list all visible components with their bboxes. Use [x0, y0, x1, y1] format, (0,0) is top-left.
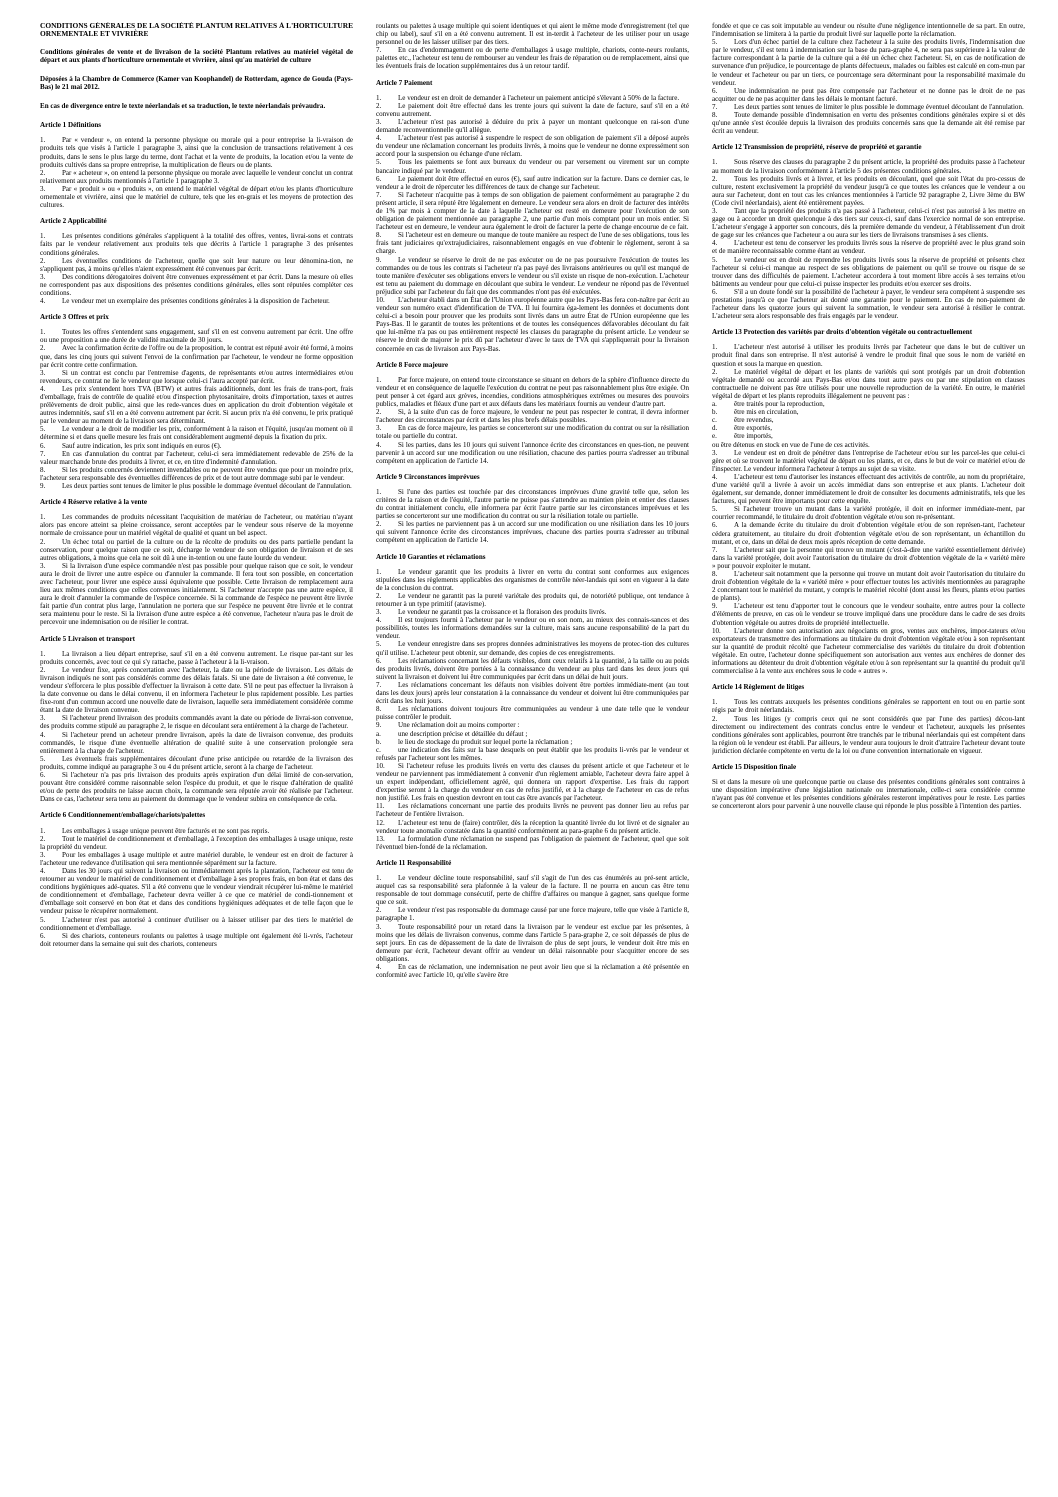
clause-paragraph: 2. Le paiement doit être effectué dans les trente jours qui suivent la date de facture, sauf s'il en a été convenu autrement. [376, 101, 689, 118]
clause-paragraph: 1. Sous réserve des clauses du paragraphe 2 du présent article, la propriété des produits passe à l'acheteur au moment de la livraison conformément à l'article 5 des présentes conditions générales. [712, 158, 1025, 175]
clause-paragraph: 11. Les réclamations concernant une partie des produits livrés ne peuvent pas donner lieu au refus par l'acheteur de l'entière livraison. [376, 802, 689, 819]
clause-paragraph: 9. Le vendeur se réserve le droit de ne pas exécuter ou de ne pas poursuivre l'exécution de toutes les commandes ou de tous les contrats si l'acheteur n'a pas payé des livraisons antérieures ou qu'il est manqué de toute manière d'exécuter ses obligations envers le vendeur ou s'il existe un risque de non-exécution. L'acheteur est tenu au paiement du dommage en découlant que subira le vendeur. Le vendeur ne répond pas de l'éventuel préjudice subi par l'acheteur du fait que des commandes n'ont pas été exécutées. [376, 255, 689, 296]
column-middle-body [376, 22, 689, 979]
clause-number: 5. [376, 158, 382, 167]
clause-paragraph: 3. Tant que la propriété des produits n'a pas passé à l'acheteur, celui-ci n'est pas autorisé à les mettre en gage ou à accorder un droit quelconque à des tiers sur ceux-ci, sauf dans l'exercice normal de son entreprise. L'acheteur s'engage à apporter son concours, dès la première demande du vendeur, à l'établissement d'un droit de gage sur les créances que l'acheteur a ou aura sur les tiers de livraisons transmises à ses clients. [712, 206, 1025, 240]
clause-number: 2. [376, 906, 382, 915]
clause-number: 1. [712, 698, 718, 707]
clause-paragraph: 2. Le vendeur fixe, après concertation avec l'acheteur, la date ou la période de livraison. Les délais de livraison indiqués ne sont pas considérés comme des délais fatals. Si une date de livraison a été convenue, le vendeur s'efforcera le plus possible d'effectuer la livraison à cette date. S'il ne peut pas effectuer la livraison à la date convenue ou dans le délai convenu, il en informera l'acheteur le plus rapidement possible. Les parties fixe-ront d'un commun accord une nouvelle date de livraison, laquelle sera immédiatement considérée comme étant la date de livraison convenue. [40, 665, 353, 715]
clause-number: 4. [376, 134, 382, 143]
clause-paragraph: 5. Les éventuels frais supplémentaires découlant d'une prise anticipée ou retardée de la livraison des produits, comme indiqué au paragraphe 3 ou 4 du présent article, seront à la charge de l'acheteur. [40, 754, 353, 771]
clause-paragraph: 1. Toutes les offres s'entendent sans engagement, sauf s'il en est convenu autrement par écrit. Une offre ou une proposition a une durée de validité maximale de 30 jours. [40, 328, 353, 345]
article-heading: Article 2 Applicabilité [40, 217, 107, 226]
clause-number: 6. [712, 86, 718, 95]
clause-number: c. [376, 745, 381, 754]
clause-number: 4. [40, 866, 46, 875]
clause-paragraph: 5. L'acheteur n'est pas autorisé à continuer d'utiliser ou à laisser utiliser par des tiers le matériel de conditionnement et d'emballage. [40, 915, 353, 932]
clause-paragraph: 2. Par « acheteur », on entend la personne physique ou morale avec laquelle le vendeur conclut un contrat relativement aux produits mentionnés à l'article 1 paragraphe 3. [40, 168, 353, 185]
clause-paragraph: 3. L'acheteur n'est pas autorisé à déduire du prix à payer un montant quelconque en rai-son d'une demande reconventionnelle qu'il allègue. [376, 117, 689, 135]
clause-paragraph: 1. Le vendeur est en droit de demander à l'acheteur un paiement anticipé s'élevant à 50% de la facture. [376, 93, 680, 102]
clause-number: 1. [40, 649, 46, 658]
clause-paragraph: 2. Si les parties ne parviennent pas à un accord sur une modification ou une résiliation dans les 10 jours qui suivent l'annonce écrite des circonstances imprévues, chacune des parties pourra s'adresser au tribunal compétent en application de l'article 14. [376, 520, 689, 545]
clause-number: 12. [376, 818, 385, 827]
clause-number: 1. [376, 375, 382, 384]
clause-paragraph: 2. Tous les produits livrés et à livrer, et les produits en découlant, quel que soit l'état du pro-cessus de culture, restent exclusivement la propriété du vendeur jusqu'à ce que toutes les créances que le vendeur a ou aura sur l'acheteur, dont en tout cas les créances mentionnées à l'article 92 paragraphe 2, Livre 3ème du BW (Code civil néerlandais), aient été entièrement payées. [712, 174, 1025, 207]
clause-paragraph: 9. Les deux parties sont tenues de limiter le plus possible le dommage éventuel découlant de l'annulation. [40, 482, 352, 491]
clause-paragraph: 4. Les prix s'entendent hors TVA (BTW) et autres frais additionnels, dont les frais de trans-port, frais d'emballage, frais de contrôle de qualité et/ou d'inspection phytosanitaire, droits d'importation, taxes et autres prélèvements de droit public, ainsi que les rede-vances dues en application du droit d'obtention végétale et autres indemnités, sauf s'il en a été convenu autrement par écrit. Si aucun prix n'a été convenu, le prix pratiqué par le vendeur au moment de la livraison sera déterminant. [40, 384, 353, 426]
clause-number: 6. [40, 931, 46, 940]
clause-number: 7. [712, 102, 718, 111]
clause-number: 2. [40, 256, 46, 265]
clause-number: 6. [40, 441, 46, 450]
clause-number: 8. [376, 705, 382, 714]
clause-paragraph: 8. Si l'acheteur est en demeure ou manque de toute manière au respect de l'une de ses obligations, tous les frais tant judiciaires qu'extrajudiciaires, raisonnablement engagés en vue d'obtenir le règlement, seront à sa charge. [376, 231, 689, 256]
clause-number: 2. [376, 101, 382, 110]
clause-number: 4. [40, 384, 46, 393]
clause-paragraph: 6. Sauf autre indication, les prix sont indiqués en euros (€). [40, 441, 222, 450]
clause-paragraph: 2. Le vendeur n'est pas responsable du dommage causé par une force majeure, telle que visée à l'article 8, paragraphe 1. [376, 906, 689, 923]
clause-paragraph: 2. Si, à la suite d'un cas de force majeure, le vendeur ne peut pas respecter le contrat, il devra informer l'acheteur des circonstances par écrit et dans les plus brefs délais possibles. [376, 408, 689, 425]
clause-paragraph: b. le lieu de stockage du produit sur lequel porte la réclamation ; [376, 737, 573, 746]
clause-paragraph: ou être détenus en stock en vue de l'une de ces activités. [712, 440, 870, 449]
clause-paragraph: 6. Les réclamations concernant les défauts visibles, dont ceux relatifs à la quantité, à la taille ou au poids des produits livrés, doivent être portées à la connaissance du vendeur au plus tard dans les deux jours qui suivent la livraison et doivent lui être communiquées par écrit dans un délai de huit jours. [376, 656, 689, 681]
clause-number: 6. [40, 771, 46, 780]
clause-number: 4. [712, 239, 718, 248]
clause-number: 3. [376, 424, 382, 433]
column-right-body [712, 22, 1025, 810]
clause-paragraph: 3. Si un contrat est conclu par l'entremise d'agents, de représentants et/ou autres intermédiaires et/ou revendeurs, ce contrat ne lie le vendeur que lorsque celui-ci l'aura accepté par écrit. [40, 368, 353, 385]
clause-number: c. [712, 416, 717, 425]
clause-number: 7. [376, 46, 382, 55]
clause-paragraph: 2. Le vendeur ne garantit pas la pureté variétale des produits qui, de notoriété publique, ont tendance à retourner à un type primitif (atavisme). [376, 591, 689, 608]
clause-number: 2. [40, 168, 46, 177]
clause-paragraph: 1. Les commandes de produits nécessitant l'acquisition de matériau de l'acheteur, ou matériau n'ayant alors pas encore atteint sa pleine croissance, seront acceptées par le vendeur sous réserve de la moyenne normale de croissance pour un matériel végétal de qualité et quant un bel aspect. [40, 513, 353, 538]
article-heading: Article 3 Offres et prix [40, 313, 109, 322]
column-right [712, 22, 1025, 1487]
clause-number: 4. [376, 963, 382, 972]
clause-number: 2. [40, 665, 46, 674]
clause-number: 1. [40, 136, 46, 145]
clause-paragraph: roulants ou palettes à usage multiple qui soient identiques et qui aient le même mode d'enregistrement (tel que chip ou label), sauf s'il en a été convenu autrement. Il est in-terdit à l'acheteur de les utiliser pour un usage personnel ou de les laisser utiliser par des tiers. [376, 22, 689, 47]
clause-paragraph: 3. Si l'acheteur prend livraison des produits commandés avant la date ou période de livrai-son convenue, des produits comme stipulé au paragraphe 2, le risque en découlant sera entièrement à la charge de l'acheteur. [40, 714, 353, 731]
clause-number: 3. [712, 206, 718, 215]
clause-number: 8. [40, 465, 46, 474]
clause-paragraph: 7. En cas d'annulation du contrat par l'acheteur, celui-ci sera immédiatement redevable de 25% de la valeur marchande brute des produits à livrer, et ce, en titre d'indemnité d'annulation. [40, 449, 353, 466]
clause-paragraph: 4. Si l'acheteur prend un acheteur prendre livraison, après la date de livraison convenue, des produits commandés, le risque d'une éventuelle altération de qualité suite à une conservation prolongée sera entièrement à la charge de l'acheteur. [40, 730, 353, 755]
clause-paragraph: 5. Si l'acheteur trouve un mutant dans la variété protégée, il doit en informer immédiate-ment, par courrier recommandé, le titulaire du droit d'obtention végétale et/ou son re-présentant. [712, 505, 1025, 522]
clause-number: 7. [376, 680, 382, 689]
clause-number: 2. [40, 834, 46, 843]
clause-number: b. [712, 408, 718, 417]
clause-paragraph: 3. Le vendeur est en droit de pénétrer dans l'entreprise de l'acheteur et/ou sur les parcel-les que celui-ci gère et où se trouvent le matériel végétal de départ ou les plants, et ce, dans le but de voir ce matériel et/ou de l'inspecter. Le vendeur informera l'acheteur à temps au sujet de sa visite. [712, 448, 1025, 473]
article-heading: Article 14 Règlement de litiges [712, 683, 805, 692]
clause-number: 6. [376, 174, 382, 183]
clause-paragraph: 1. La livraison a lieu départ entreprise, sauf s'il en a été convenu autrement. Le risque par-tant sur les produits concernés, avec tout ce qui s'y rattache, passe à l'acheteur à la li-vraison. [40, 649, 353, 666]
clause-number: 1. [376, 874, 382, 882]
clause-paragraph: a. une description précise et détaillée du défaut ; [376, 729, 528, 738]
clause-paragraph: 8. Toute demande possible d'indemnisation en vertu des présentes conditions générales expire si et dès qu'une année s'est écoulée depuis la livraison des produits concernés sans que la demande ait été remise par écrit au vendeur. [712, 111, 1025, 136]
clause-paragraph: 5. Le vendeur a le droit de modifier les prix, conformément à la raison et l'équité, jusqu'au moment où il détermine si et dans quelle mesure les frais ont considérablement augmenté depuis la fixation du prix. [40, 425, 353, 442]
clause-number: 1. [712, 343, 718, 352]
clause-number: 1. [40, 328, 46, 337]
clause-number: 5. [376, 640, 382, 649]
clause-paragraph: 6. Si l'acheteur n'a pas pris livraison des produits après expiration d'un délai limité de con-servation, pouvant être considéré comme raisonnable selon l'espèce du produit, et que le risque d'altération de qualité et/ou de perte des produits ne laisse aucun choix, la commande sera réputée avoir été réalisée par l'acheteur. Dans ce cas, l'acheteur sera tenu au paiement du dommage que le vendeur subira en conséquence de cela. [40, 771, 353, 804]
clause-paragraph: b. être mis en circulation, [712, 408, 799, 417]
clause-number: 3. [40, 272, 46, 281]
clause-number: b. [376, 737, 382, 746]
clause-number: 10. [376, 761, 385, 770]
clause-paragraph: 1. Le vendeur garantit que les produits à livrer en vertu du contrat sont conformes aux exigences stipulées dans les règlements applicables des organismes de contrôle néer-landais qui sont en vigueur à la date de la conclusion du contrat. [376, 567, 689, 592]
clause-paragraph: 4. En cas de réclamation, une indemnisation ne peut avoir lieu que si la réclamation a été présentée en conformité avec l'article 10, qu'elle s'avère être [376, 963, 689, 980]
clause-number: 7. [40, 449, 46, 458]
clause-paragraph: 2. Un échec total ou partiel de la culture ou de la récolte de produits ou des parts partielle pendant la conservation, pour quelque raison que ce soit, décharge le vendeur de son obligation de livraison et de ses autres obligations, à moins que cela ne soit dû à une in-tention ou une faute lourde du vendeur. [40, 537, 353, 562]
clause-paragraph: 3. Des conditions dérogatoires doivent être convenues expressément et par écrit. Dans la mesure où elles ne correspondent pas aux dispositions des présentes conditions générales, elles sont réputées compléter ces conditions. [40, 272, 353, 297]
clause-paragraph: 2. Tous les litiges (y compris ceux qui ne sont considérés que par l'une des parties) décou-lant directement ou indirectement des contrats conclus entre le vendeur et l'acheteur, auxquels les présentes conditions générales sont applicables, pourront être tranchés par le tribunal néerlandais qui est compétent dans la région où le vendeur est établi. Par ailleurs, le vendeur aura toujours le droit d'attraire l'acheteur devant toute juridiction déclarée compétente en vertu de la loi ou d'une convention internationale en vigueur. [712, 714, 1025, 755]
clause-paragraph: 3. En cas de force majeure, les parties se concerteront sur une modification du contrat ou sur la résiliation totale ou partielle du contrat. [376, 424, 689, 441]
clause-number: 3. [712, 448, 718, 457]
article-heading: Article 5 Livraison et transport [40, 634, 135, 643]
clause-number: 1. [376, 93, 382, 102]
clause-paragraph: 8. L'acheteur sait notamment que la personne qui trouve un mutant doit avoir l'autorisation du titulaire du droit d'obtention végétale de la « variété mère » pour effectuer toutes les activités mentionnées au paragraphe 2 concernant tout le matériel du mutant, y compris le matériel récolté (dont aussi les fleurs, plants et/ou parties de plants). [712, 570, 1025, 603]
clause-paragraph: 6. Si des chariots, conteneurs roulants ou palettes à usage multiple ont également été li-vrés, l'acheteur doit retourner dans la semaine qui suit des chariots, conteneurs [40, 931, 353, 948]
clause-number: 4. [712, 472, 718, 481]
clause-paragraph: 7. En cas d'endommagement ou de perte d'emballages à usage multiple, chariots, conte-neurs roulants, palettes etc., l'acheteur est tenu de rembourser au vendeur les frais de réparation ou de remplacement, ainsi que les éventuels frais de location supplémentaires dus à un retour tardif. [376, 46, 689, 71]
clause-number: 9. [376, 255, 382, 264]
clause-number: 1. [376, 567, 382, 576]
clause-number: 9. [40, 482, 46, 491]
column-left-body [40, 121, 353, 948]
clause-paragraph: 2. Les éventuelles conditions de l'acheteur, quelle que soit leur nature ou leur dénomina-tion, ne s'appliquent pas, à moins qu'elles n'aient expressément été convenues par écrit. [40, 256, 353, 273]
clause-paragraph: Si et dans la mesure où une quelconque partie ou clause des présentes conditions générales sont contraires à une disposition impérative d'une législation nationale ou internationale, celle-ci sera considérée comme n'ayant pas été convenue et les présentes conditions générales resteront impératives pour le reste. Les parties se concerteront alors pour parvenir à une nouvelle clause qui réponde le plus possible à l'intention des parties. [712, 778, 1025, 811]
clause-paragraph: 2. Tout le matériel de conditionnement et d'emballage, à l'exception des emballages à usage unique, reste la propriété du vendeur. [40, 834, 353, 851]
clause-number: 2. [376, 591, 382, 600]
clause-paragraph: 10. L'acheteur donne son autorisation aux négociants en gros, ventes aux enchères, impor-tateurs et/ou exportateurs de transmettre des informations au titulaire du droit d'obtention végétale et/ou à son représentant sur la quantité de produit récolté que l'acheteur commercialise des variétés du titulaire du droit d'obtention végétale. En outre, l'acheteur donne spécifiquement son autorisation aux ventes aux enchères de donner des informations au détenteur du droit d'obtention végétale et/ou à son représentant sur la quantité du produit qu'il commercialise à la vente aux enchères sous le code « autres ». [712, 626, 1025, 676]
clause-number: 1. [40, 232, 46, 241]
intro-deposit: Déposées à la Chambre de Commerce (Kamer van Koophandel) de Rotterdam, agence de Gouda (Pays-Bas) le 21 mai 2012. [40, 75, 353, 92]
clause-paragraph: 8. Les réclamations doivent toujours être communiquées au vendeur à une date telle que le vendeur puisse contrôler le produit. [376, 705, 689, 722]
clause-number: 10. [376, 296, 385, 304]
clause-paragraph: 10. Si l'acheteur refuse les produits livrés en vertu des clauses du présent article et que l'acheteur et le vendeur ne parviennent pas immédiatement à convenir d'un règlement amiable, l'acheteur devra faire appel à un expert indépendant, officiellement agréé, qui donnera un rapport d'expertise. Les frais du rapport d'expertise seront à la charge du vendeur en cas de refus justifié, et à la charge de l'acheteur en cas de refus non justifié. Les frais en question devront en tout cas être avancés par l'acheteur. [376, 761, 689, 803]
clause-paragraph: e. être importés, [712, 432, 773, 441]
clause-number: a. [376, 729, 381, 738]
clause-paragraph: 9. L'acheteur est tenu d'apporter tout le concours que le vendeur souhaite, entre autres pour la collecte d'éléments de preuve, en cas où le vendeur se trouve impliqué dans une procédure dans le cadre de ses droits d'obtention végétale ou autres droits de propriété intellectuelle. [712, 602, 1025, 627]
clause-number: 4. [376, 616, 382, 625]
clause-number: e. [712, 432, 717, 441]
article-heading: Article 13 Protection des variétés par droits d'obtention végétale ou contractuellement [712, 328, 973, 337]
clause-paragraph: 4. L'acheteur est tenu d'autoriser les instances effectuant des activités de contrôle, au nom du propriétaire, d'une variété qu'il a livrée à avoir un accès immédiat dans son entreprise et aux plants. L'acheteur doit également, sur demande, donner immédiatement le droit de consulter les documents administratifs, tels que les factures, qui peuvent être importants pour cette enquête. [712, 472, 1025, 506]
clause-number: 6. [712, 287, 718, 296]
clause-number: 5. [712, 505, 718, 514]
clause-paragraph: 4. Il est toujours fourni à l'acheteur par le vendeur ou en son nom, au mieux des connais-sances et des possibilités, toutes les informations demandées sur la culture, mais sans aucune responsabilité de la part du vendeur. [376, 616, 689, 641]
clause-paragraph: 5. Le vendeur est en droit de reprendre les produits livrés sous la réserve de propriété et présents chez l'acheteur si celui-ci manque au respect de ses obligations de paiement ou qu'il se trouve ou risque de se trouver dans des difficultés de paiement. L'acheteur accordera à tout moment libre accès à ses terrains et/ou bâtiments au vendeur pour que celui-ci puisse inspecter les produits et/ou exercer ses droits. [712, 255, 1025, 288]
clause-number: 2. [40, 537, 46, 546]
article-heading: Article 6 Conditionnement/emballage/chariots/palettes [40, 811, 206, 820]
clause-paragraph: 6. Une indemnisation ne peut pas être compensée par l'acheteur et ne donne pas le droit de ne pas acquitter ou de ne pas acquitter dans les délais le montant facturé. [712, 86, 1025, 103]
clause-number: 13. [376, 834, 385, 843]
clause-paragraph: c. une indication des faits sur la base desquels on peut établir que les produits li-vrés par le vendeur et refusés par l'acheteur sont les mêmes. [376, 745, 689, 762]
clause-paragraph: 8. Si les produits concernés deviennent invendables ou ne peuvent être vendus que pour un moindre prix, l'acheteur sera responsable des éventuelles différences de prix et de tout autre dommage subi par le vendeur. [40, 465, 353, 482]
clause-number: d. [712, 424, 718, 433]
article-heading: Article 9 Circonstances imprévues [376, 472, 480, 481]
clause-paragraph: 6. A la demande écrite du titulaire du droit d'obtention végétale et/ou de son représen-tant, l'acheteur cédera gratuitement, au titulaire du droit d'obtention végétale et/ou de son représentant, un échantillon du mutant, et ce, dans un délai de deux mois après réception de cette demande. [712, 521, 1025, 546]
clause-paragraph: 1. Les présentes conditions générales s'appliquent à la totalité des offres, ventes, livrai-sons et contrats faits par le vendeur relativement aux produits tels que décrits à l'article 1 paragraphe 3 des présentes conditions générales. [40, 232, 353, 257]
clause-number: 3. [40, 561, 46, 570]
clause-paragraph: fondée et que ce cas soit imputable au vendeur ou résulte d'une négligence intentionnelle de sa part. En outre, l'indemnisation se limitera à la partie du produit livré sur laquelle porte la réclamation. [712, 22, 1025, 39]
clause-number: 8. [712, 570, 718, 578]
clause-paragraph: 9. Une réclamation doit au moins comporter : [376, 721, 520, 730]
clause-number: 6. [712, 521, 718, 530]
clause-paragraph: 7. L'acheteur sait que la personne qui trouve un mutant (c'est-à-dire une variété essentiellement dérivée) dans la variété protégée, doit avoir l'autorisation du titulaire du droit d'obtention végétale de la « variété mère » pour pouvoir exploiter le mutant. [712, 545, 1025, 570]
clause-paragraph: 2. Le matériel végétal de départ et les plants de variétés qui sont protégés par un droit d'obtention végétale demandé ou accordé aux Pays-Bas et/ou dans tout autre pays ou par une stipulation en clauses contractuelle ne doivent pas être utilisés pour une nouvelle reproduction de la variété. En outre, le matériel végétal de départ et les plants reproduits illégalement ne peuvent pas : [712, 367, 1025, 400]
clause-number: 2. [376, 408, 382, 417]
clause-number: 3. [40, 850, 46, 859]
clause-number: 5. [712, 38, 718, 47]
clause-paragraph: 3. Si la livraison d'une espèce commandée n'est pas possible pour quelque raison que ce soit, le vendeur aura le droit de livrer une autre espèce ou d'annuler la commande. Il fera tout son possible, en concertation avec l'acheteur, pour livrer une espèce aussi équivalente que possible. Cette livraison de remplacement aura lieu aux mêmes conditions que celles convenues initialement. Si l'acheteur n'accepte pas une autre espèce, il aura le droit d'annuler la commande de l'espèce concernée. Si la commande de l'espèce ne peuvent être livrée fait partie d'un contrat plus large, l'annulation ne portera que sur l'espèce ne peuvent être livrée et le contrat sera maintenu pour le reste. Si la livraison d'une autre espèce a été convenue, l'acheteur n'aura pas le droit de percevoir une indemnisation ou de résilier le contrat. [40, 561, 353, 627]
document-page [40, 22, 1025, 1487]
clause-paragraph: 4. Dans les 30 jours qui suivent la livraison ou immédiatement après la plantation, l'acheteur est tenu de retourner au vendeur le matériel de conditionnement et d'emballage à ses propres frais, en bon état et dans des conditions hygiéniques adé-quates. S'il a été convenu que le vendeur viendrait récupérer lui-même le matériel de conditionnement et d'emballage, l'acheteur devra veiller à ce que ce matériel de condi-tionnement et d'emballage soit conservé en bon état et dans des conditions hygiéniques adéquates et de telle façon que le vendeur puisse le récupérer normalement. [40, 866, 353, 916]
clause-paragraph: 1. L'acheteur n'est autorisé à utiliser les produits livrés par l'acheteur que dans le but de cultiver un produit final dans son entreprise. Il n'est autorisé à vendre le produit final que sous le nom de variété en question et sous la marque en question. [712, 343, 1025, 368]
clause-paragraph: 13. La formulation d'une réclamation ne suspend pas l'obligation de paiement de l'acheteur, quel que soit l'éventuel bien-fondé de la réclamation. [376, 834, 689, 851]
clause-paragraph: 5. Le vendeur enregistre dans ses propres données administratives les moyens de protec-tion des cultures qu'il utilise. L'acheteur peut obtenir, sur demande, des copies de ces enregistrements. [376, 640, 689, 657]
clause-paragraph: 4. Si les parties, dans les 10 jours qui suivent l'annonce écrite des circonstances en ques-tion, ne peuvent parvenir à un accord sur une modification ou une résiliation, chacune des parties pourra s'adresser au tribunal compétent en application de l'article 14. [376, 440, 689, 465]
clause-paragraph: 1. Par force majeure, on entend toute circonstance se situant en dehors de la sphère d'influence directe du vendeur et en conséquence de laquelle l'exécution du contrat ne peut pas raisonnablement plus être exigée. On peut penser à cet égard aux grèves, incendies, conditions atmosphériques extrêmes ou mesures des pouvoirs publics, maladies et fléaux d'une part et aux défauts dans les matériaux fournis au vendeur d'autre part. [376, 375, 689, 409]
article-heading: Article 7 Paiement [376, 78, 433, 87]
clause-number: 11. [376, 802, 385, 811]
article-heading: Article 8 Force majeure [376, 360, 449, 369]
clause-number: 3. [376, 117, 382, 126]
clause-number: 7. [376, 190, 382, 199]
clause-number: 2. [40, 344, 46, 353]
clause-number: 2. [712, 174, 718, 183]
clause-paragraph: 5. Lors d'un échec partiel de la culture chez l'acheteur à la suite des produits livrés, l'indemnisation due par le vendeur, s'il est tenu à indemnisation sur la base du para-graphe 4, ne sera pas supérieure à la valeur de facture correspondant à la partie de la culture qui a été un échec chez l'acheteur. Si, en cas de notification de survenance d'un préjudice, le pourcentage de plants défectueux, malades ou faibles est calculé en com-mun par le vendeur et l'acheteur ou par un tiers, ce pourcentage sera déterminant pour la responsabilité maximale du vendeur. [712, 38, 1025, 87]
intro-language-note: En cas de divergence entre le texte néerlandais et sa traduction, le texte néerlandais prévaudra. [40, 102, 326, 111]
clause-number: 5. [712, 255, 718, 264]
clause-paragraph: 5. Tous les paiements se font aux bureaux du vendeur ou par versement ou virement sur un compte bancaire indiqué par le vendeur. [376, 158, 689, 175]
clause-paragraph: c. être revendus, [712, 416, 774, 425]
clause-paragraph: 7. Les réclamations concernant les défauts non visibles doivent être portées immédiate-ment (au tout dans les deux jours) après leur constatation à la connaissance du vendeur et doivent lui être communiquées par écrit dans les huit jours. [376, 680, 689, 706]
article-heading: Article 4 Réserve relative à la vente [40, 498, 148, 507]
clause-number: 1. [712, 158, 718, 167]
clause-paragraph: 10. L'acheteur établi dans un État de l'Union européenne autre que les Pays-Bas fera con-naître par écrit au vendeur son numéro exact d'identification de TVA. Il lui fournira éga-lement les données et documents dont celui-ci a besoin pour prouver que les produits sont livrés dans un autre État de l'Union européenne que les Pays-Bas. Il le garantit de toutes les prétentions et de toutes les conséquences défavorables découlant du fait que lui-même n'a pas ou pas entièrement respecté les clauses du paragraphe du présent article. Le vendeur se réserve le droit de majorer le prix dû par l'acheteur d'avec le taux de TVA qui s'appliquerait pour la livraison concernée en cas de livraison aux Pays-Bas. [376, 296, 689, 353]
clause-number: 5. [40, 915, 46, 924]
clause-paragraph: 3. Le vendeur ne garantit pas la croissance et la floraison des produits livrés. [376, 608, 607, 617]
intro-subtitle: Conditions générales de vente et de livraison de la société Plantum relatives au matériel végétal de départ et aux plants d'horticulture ornementale et vivrière, ainsi qu'au matériel de culture [40, 47, 353, 64]
clause-paragraph: d. être exportés, [712, 424, 772, 433]
clause-number: 3. [40, 714, 46, 723]
clause-number: 4. [376, 440, 382, 449]
clause-number: 1. [40, 826, 46, 835]
clause-number: 2. [376, 520, 382, 529]
clause-paragraph: 3. Toute responsabilité pour un retard dans la livraison par le vendeur est exclue par les présentes, à moins que les délais de livraison convenus, comme dans l'article 5 para-graphe 2, ce soit dépassés de plus de sept jours. En cas de dépassement de la date de livraison de plus de sept jours, le vendeur doit être mis en demeure par écrit, l'acheteur devant offrir au vendeur un délai raisonnable pour s'acquitter encore de ses obligations. [376, 922, 689, 963]
clause-number: 10. [712, 626, 721, 635]
document-title: CONDITIONS GÉNÉRALES DE LA SOCIÉTÉ PLANTUM RELATIVES À L'HORTICULTURE ORNEMENTALE ET VIVRIÈRE [40, 22, 353, 39]
clause-paragraph: a. être traités pour la reproduction, [712, 400, 825, 409]
clause-number: 3. [376, 922, 382, 931]
clause-paragraph: 1. Tous les contrats auxquels les présentes conditions générales se rapportent en tout ou en partie sont régis par le droit néerlandais. [712, 698, 1025, 715]
clause-number: 8. [712, 111, 718, 120]
clause-number: 3. [40, 368, 46, 377]
clause-number: 6. [376, 656, 382, 665]
clause-number: 5. [40, 425, 46, 434]
clause-number: 2. [712, 367, 718, 376]
clause-number: 8. [376, 231, 382, 240]
article-heading: Article 10 Garanties et réclamations [376, 552, 486, 561]
clause-paragraph: 1. Par « vendeur », on entend la personne physique ou morale qui a pour entreprise la li-vraison de produits tels que visés à l'article 1 paragraphe 3, ainsi que la conclusion de transactions relativement à ces produits, dans le sens le plus large du terme, dont l'achat et la vente de produits, la location et/ou la vente de produits cultivés dans sa propre entreprise, la multiplication de fleurs ou de plants. [40, 136, 353, 169]
clause-paragraph: 6. S'il a un doute fondé sur la possibilité de l'acheteur à payer, le vendeur sera compétent à suspendre ses prestations jusqu'à ce que l'acheteur ait donné une garantie pour le paiement. En cas de non-paiement de l'acheteur dans les quatorze jours qui suivent la sommation, le vendeur sera autorisé à résilier le contrat. L'acheteur sera alors responsable des frais engagés par le vendeur. [712, 287, 1025, 321]
clause-number: 2. [712, 714, 718, 723]
column-middle [376, 22, 689, 1487]
clause-paragraph: 1. Le vendeur décline toute responsabilité, sauf s'il s'agit de l'un des cas énumérés au pré-sent article, auquel cas sa responsabilité sera plafonnée à la valeur de la facture. Il ne pourra en aucun cas être tenu responsable de tout dommage consécutif, perte de chiffre d'affaires ou manque à gagner, sans quelque forme que ce soit. [376, 874, 689, 907]
clause-paragraph: 7. Si l'acheteur n'acquitte pas à temps de son obligation de paiement conformément au paragraphe 2 du présent article, il sera réputé être légalement en demeure. Le vendeur sera alors en droit de facturer des intérêts de 1% par mois à compter de la date à laquelle l'acheteur est resté en demeure pour l'exécution de son obligation de paiement mentionnée au paragraphe 2, une partie d'un mois comptant pour un mois entier. Si l'acheteur est en demeure, le vendeur aura également le droit de facturer la perte de change encourue de ce fait. [376, 190, 689, 232]
clause-number: 3. [40, 184, 46, 193]
column-left [40, 22, 353, 1487]
article-heading: Article 1 Définitions [40, 121, 102, 130]
clause-paragraph: 7. Les deux parties sont tenues de limiter le plus possible le dommage éventuel découlant de l'annulation. [712, 102, 1024, 111]
article-heading: Article 12 Transmission de propriété, réserve de propriété et garantie [712, 143, 922, 152]
clause-paragraph: 1. Si l'une des parties est touchée par des circonstances imprévues d'une gravité telle que, selon les critères de la raison et de l'équité, l'autre partie ne puisse pas s'attendre au maintien plein et entier des clauses du contrat initialement conclu, elle informera par écrit l'autre partie sur les circonstances imprévues et les parties se concerteront sur une modification du contrat ou sur la résiliation totale ou partielle. [376, 487, 689, 521]
article-heading: Article 11 Responsabilité [376, 858, 452, 867]
clause-number: 7. [712, 545, 718, 554]
clause-number: 3. [376, 608, 382, 617]
clause-number: 4. [40, 297, 46, 306]
clause-number: a. [712, 400, 717, 409]
clause-number: 9. [376, 721, 382, 730]
clause-paragraph: 4. L'acheteur n'est pas autorisé à suspendre le respect de son obligation de paiement s'il a déposé auprès du vendeur une réclamation concernant les produits livrés, à moins que le vendeur ne donne expressément son accord pour la suspension ou échange d'une réclam. [376, 134, 689, 159]
clause-paragraph: 4. L'acheteur est tenu de conserver les produits livrés sous la réserve de propriété avec le plus grand soin et de manière reconnaissable comme étant au vendeur. [712, 239, 1025, 256]
clause-paragraph: 4. Le vendeur met un exemplaire des présentes conditions générales à la disposition de l'acheteur. [40, 297, 330, 306]
clause-number: 1. [376, 487, 382, 496]
clause-paragraph: 12. L'acheteur est tenu de (faire) contrôler, dès la réception la quantité livrée du lot livré et de signaler au vendeur toute anomalie constatée dans la quantité conformément au para-graphe 6 du présent article. [376, 818, 689, 835]
clause-number: 4. [40, 730, 46, 739]
clause-number: 1. [40, 513, 46, 522]
clause-number: 5. [40, 754, 46, 763]
article-heading: Article 15 Disposition finale [712, 762, 797, 771]
clause-paragraph: 1. Les emballages à usage unique peuvent être facturés et ne sont pas repris. [40, 826, 270, 835]
clause-paragraph: 6. Le paiement doit être effectué en euros (€), sauf autre indication sur la facture. Dans ce dernier cas, le vendeur a le droit de répercuter les différences de taux de change sur l'acheteur. [376, 174, 689, 191]
clause-paragraph: 3. Par « produit » ou « produits », on entend le matériel végétal de départ et/ou les plants d'horticulture ornementale et vivrière, ainsi que le matériel de culture, tels que les en-grais et les moyens de protection des cultures. [40, 184, 353, 210]
clause-paragraph: 2. Avec la confirmation écrite de l'offre ou de la proposition, le contrat est réputé avoir été formé, à moins que, dans les cinq jours qui suivent l'envoi de la confirmation par l'acheteur, le vendeur ne forme opposition par écrit contre cette confirmation. [40, 344, 353, 369]
clause-paragraph: 3. Pour les emballages à usage multiple et autre matériel durable, le vendeur est en droit de facturer à l'acheteur une redevance d'utilisation qui sera mentionnée séparément sur la facture. [40, 850, 353, 867]
clause-number: 9. [712, 602, 718, 611]
